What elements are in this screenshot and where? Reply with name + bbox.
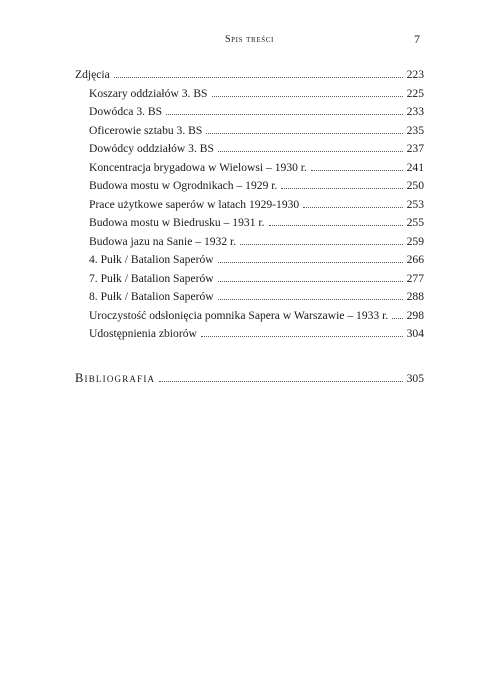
toc-entry-page: 241 [406, 160, 424, 174]
toc-subentry [89, 122, 424, 140]
dot-leader [303, 196, 402, 208]
toc-subentry [89, 307, 424, 325]
toc-subentry [89, 103, 424, 121]
dot-leader [269, 214, 403, 226]
dot-leader [206, 122, 402, 134]
toc-entry-title: Prace użytkowe saperów w latach 1929-1930 [89, 197, 300, 211]
toc-entry-zdjecia [75, 66, 424, 84]
toc-entry-title: Koncentracja brygadowa w Wielowsi – 1930 r. [89, 160, 307, 174]
toc-entry-title: Udostępnienia zbiorów [89, 327, 197, 340]
toc-entry-bibliography [75, 369, 424, 387]
toc-entry-title: Bibliografia [75, 371, 156, 385]
toc-entry-page: 266 [406, 253, 424, 266]
toc-subentry [89, 177, 424, 195]
toc-entry-page: 255 [406, 216, 424, 229]
toc-entry-page: 288 [406, 290, 424, 303]
toc-entry-title: 7. Pułk / Batalion Saperów [89, 271, 214, 285]
toc-entry-title: Dowódcy oddziałów 3. BS [89, 142, 214, 155]
toc-subentry [89, 270, 424, 288]
dot-leader [311, 159, 403, 171]
toc-entry-page: 237 [406, 142, 424, 155]
toc-entry-title: 4. Pułk / Batalion Saperów [89, 253, 214, 266]
toc-entry-title: Budowa jazu na Sanie – 1932 r. [89, 234, 237, 248]
toc-entry-page: 225 [406, 86, 424, 100]
dot-leader [218, 140, 403, 152]
toc-entry-title: 8. Pułk / Batalion Saperów [89, 290, 214, 303]
dot-leader [212, 85, 403, 97]
dot-leader [281, 177, 402, 189]
toc-entry-title: Dowódca 3. BS [89, 105, 163, 118]
toc-entry-page: 223 [406, 68, 424, 81]
toc-subentry [89, 251, 424, 269]
toc-entry-page: 233 [406, 105, 424, 118]
toc-subentry [89, 159, 424, 177]
dot-leader [201, 325, 403, 337]
toc-subentry [89, 325, 424, 343]
toc-entry-title: Budowa mostu w Biedrusku – 1931 r. [89, 216, 265, 229]
dot-leader [159, 370, 402, 382]
page-number: 7 [414, 32, 420, 46]
dot-leader [240, 233, 402, 245]
toc-entry-page: 305 [406, 372, 424, 385]
dot-leader [218, 288, 403, 300]
dot-leader [114, 66, 403, 78]
dot-leader [218, 270, 403, 282]
toc-entry-title: Koszary oddziałów 3. BS [89, 86, 208, 100]
toc-subentry [89, 140, 424, 158]
toc-entry-title: Zdjęcia [75, 68, 110, 81]
toc-subentry [89, 196, 424, 214]
toc-entry-page: 259 [406, 234, 424, 248]
toc-entry-page: 250 [406, 179, 424, 192]
toc-entry-page: 253 [406, 197, 424, 211]
toc-subentry [89, 214, 424, 232]
toc-entry-page: 298 [406, 308, 424, 322]
dot-leader [392, 307, 402, 319]
dot-leader [218, 251, 403, 263]
running-title: Spis treści [225, 34, 274, 45]
toc-entry-page: 277 [406, 271, 424, 285]
toc-subentry [89, 288, 424, 306]
toc-subentry [89, 85, 424, 103]
toc-entry-title: Oficerowie sztabu 3. BS [89, 123, 203, 137]
toc-entry-title: Budowa mostu w Ogrodnikach – 1929 r. [89, 179, 278, 192]
toc-entry-page: 235 [406, 123, 424, 137]
toc-entry-title: Uroczystość odsłonięcia pomnika Sapera w Warszawie – 1933 r. [89, 308, 389, 322]
dot-leader [166, 103, 403, 115]
page-header [0, 30, 480, 50]
toc-entry-page: 304 [406, 327, 424, 340]
toc-subentry [89, 233, 424, 251]
